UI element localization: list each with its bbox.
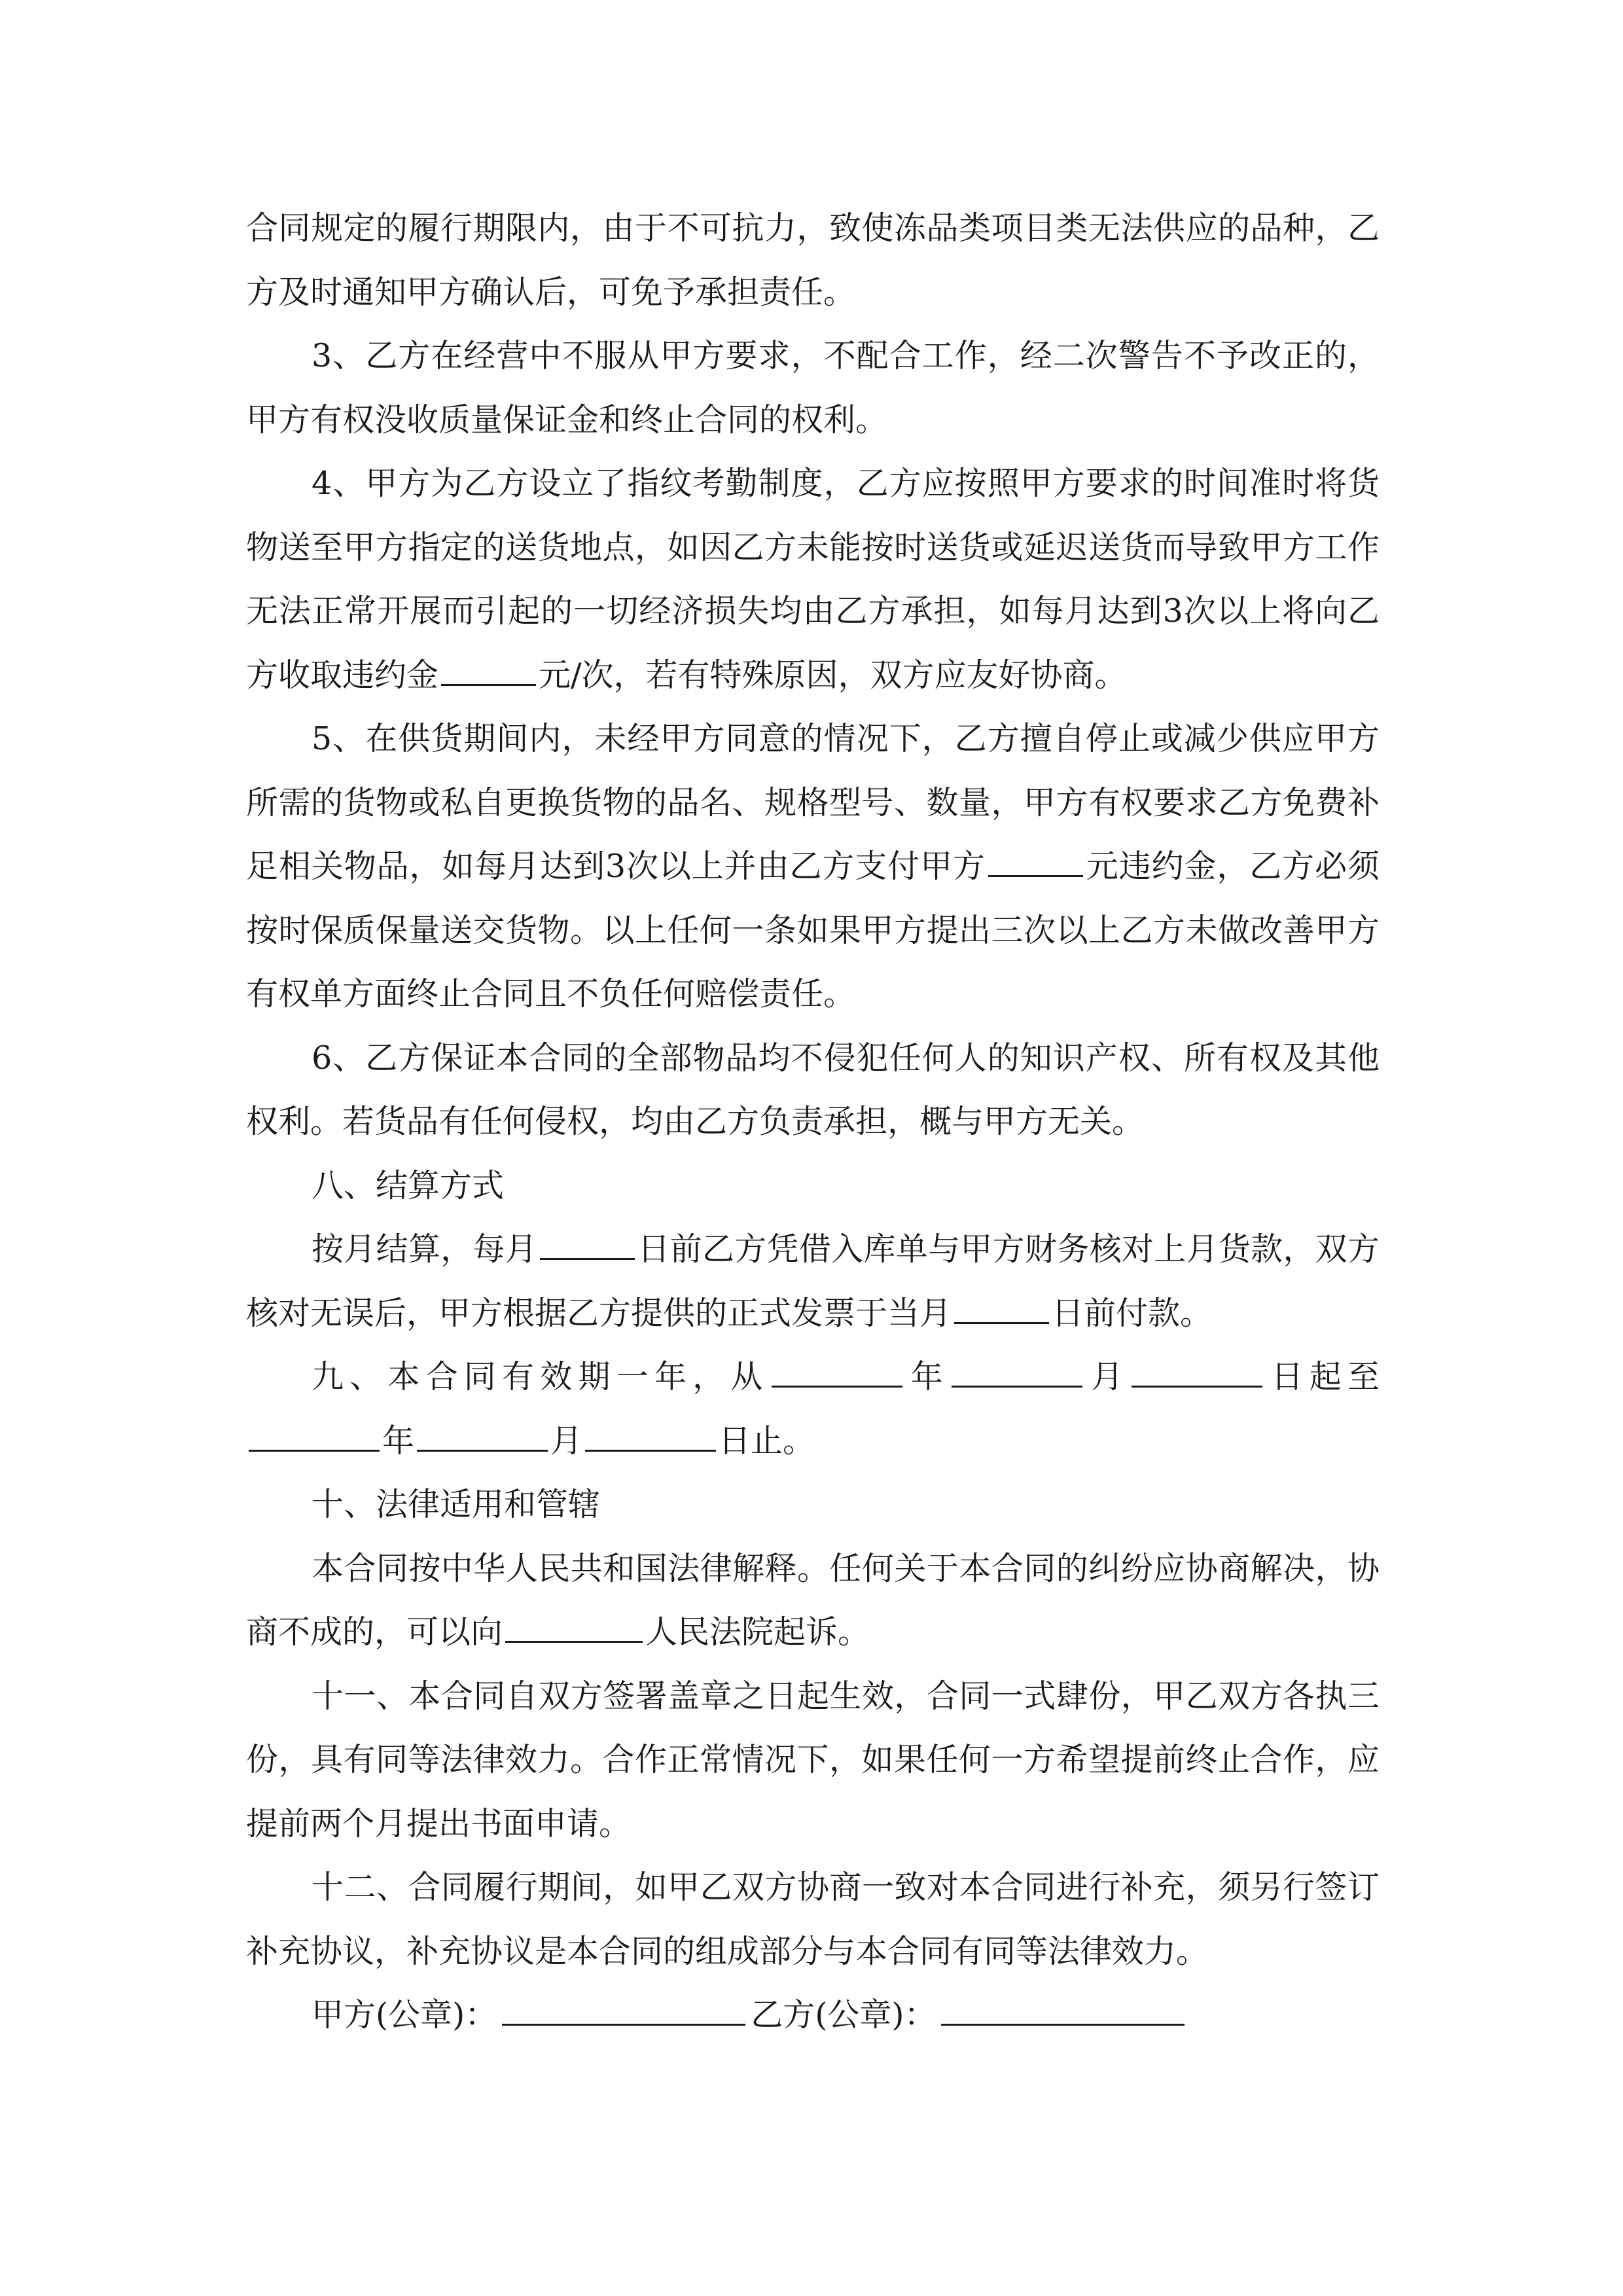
fill-blank-penalty-amount[interactable]	[988, 837, 1083, 877]
paragraph-settlement	[246, 1217, 1380, 1345]
paragraph-text: 3、乙方在经营中不服从甲方要求，不配合工作，经二次警告不予改正的，甲方有权没收质量保证金和终止合同的权利。	[246, 337, 1380, 439]
paragraph-clause-6	[246, 1026, 1380, 1154]
paragraph-text: 5、在供货期间内，未经甲方同意的情况下，乙方擅自停止或减少供应甲方所需的货物或私自更换货物的品名、规格型号、数量，甲方有权要求乙方免费补足相关物品，如每月达到3次以上并由乙方支付甲方	[246, 720, 1380, 885]
fill-blank-end-year[interactable]	[249, 1412, 380, 1452]
heading-text: 十、法律适用和管辖	[312, 1486, 601, 1523]
party-b-seal-label: 乙方(公章)：	[751, 1996, 936, 2034]
fill-blank-end-month[interactable]	[417, 1412, 548, 1452]
paragraph-text: 人民法院起诉。	[645, 1613, 870, 1651]
paragraph-validity	[246, 1345, 1380, 1473]
paragraph-text: 按月结算，每月	[312, 1230, 538, 1268]
paragraph-clause-3	[246, 324, 1380, 452]
fill-blank-penalty-per-time[interactable]	[441, 646, 536, 686]
paragraph-text: 日起至	[1265, 1358, 1380, 1395]
party-a-seal-label: 甲方(公章)：	[312, 1996, 497, 2034]
fill-blank-start-year[interactable]	[772, 1348, 902, 1388]
paragraph-text: 日止。	[719, 1422, 815, 1460]
fill-blank-start-day[interactable]	[1132, 1348, 1262, 1388]
contract-body	[246, 196, 1380, 2047]
paragraph-clause-11	[246, 1664, 1380, 1856]
paragraph-text: 本合同按中华人民共和国法律解释。任何关于本合同的纠纷应协商解决，协商不成的，可以向	[246, 1549, 1380, 1651]
fill-blank-settlement-day[interactable]	[540, 1220, 635, 1260]
paragraph-text: 九、本合同有效期一年，从	[312, 1358, 769, 1395]
paragraph-text: 月	[550, 1422, 583, 1460]
paragraph-text: 日前付款。	[1052, 1294, 1213, 1332]
paragraph-text: 年	[904, 1358, 949, 1395]
section-heading-settlement	[246, 1154, 1380, 1218]
paragraph-text: 十二、合同履行期间，如甲乙双方协商一致对本合同进行补充，须另行签订补充协议，补充协议是本合同的组成部分与本合同有同等法律效力。	[246, 1869, 1380, 1970]
paragraph-text: 元违约金，乙方必须按时保质保量送交货物。以上任何一条如果甲方提出三次以上乙方未做改善甲方有权单方面终止合同且不负任何赔偿责任。	[246, 848, 1380, 1013]
paragraph-text: 日前乙方凭借入库单与甲方财务核对上月货款，双方核对无误后，甲方根据乙方提供的正式发票于当月	[246, 1230, 1380, 1332]
paragraph-text: 十一、本合同自双方签署盖章之日起生效，合同一式肆份，甲乙双方各执三份，具有同等法律效力。合作正常情况下，如果任何一方希望提前终止合作，应提前两个月提出书面申请。	[246, 1677, 1380, 1842]
paragraph-text: 合同规定的履行期限内，由于不可抗力，致使冻品类项目类无法供应的品种，乙方及时通知甲方确认后，可免予承担责任。	[246, 209, 1380, 311]
fill-blank-court[interactable]	[505, 1603, 643, 1643]
fill-blank-start-month[interactable]	[952, 1348, 1082, 1388]
paragraph-governing-law	[246, 1537, 1380, 1664]
party-b-seal-blank[interactable]	[941, 1986, 1185, 2026]
heading-text: 八、结算方式	[312, 1166, 505, 1204]
signature-line	[246, 1983, 1380, 2047]
paragraph-text: 4、甲方为乙方设立了指纹考勤制度，乙方应按照甲方要求的时间准时将货物送至甲方指定的送货地点，如因乙方未能按时送货或延迟送货而导致甲方工作无法正常开展而引起的一切经济损失均由乙方承担，如每月达到3次以上将向乙方收取违约金	[246, 465, 1380, 694]
paragraph-text: 年	[382, 1422, 415, 1460]
paragraph-clause-4	[246, 452, 1380, 707]
paragraph-clause-12	[246, 1856, 1380, 1983]
fill-blank-end-day[interactable]	[585, 1412, 716, 1452]
fill-blank-payment-day[interactable]	[954, 1284, 1049, 1324]
paragraph-text: 元/次，若有特殊原因，双方应友好协商。	[539, 656, 1127, 694]
section-heading-governing-law	[246, 1473, 1380, 1537]
paragraph-text: 月	[1084, 1358, 1130, 1395]
paragraph-text: 6、乙方保证本合同的全部物品均不侵犯任何人的知识产权、所有权及其他权利。若货品有任何侵权，均由乙方负责承担，概与甲方无关。	[246, 1039, 1380, 1140]
party-a-seal-blank[interactable]	[502, 1986, 745, 2026]
paragraph-force-majeure	[246, 196, 1380, 324]
paragraph-clause-5	[246, 707, 1380, 1026]
